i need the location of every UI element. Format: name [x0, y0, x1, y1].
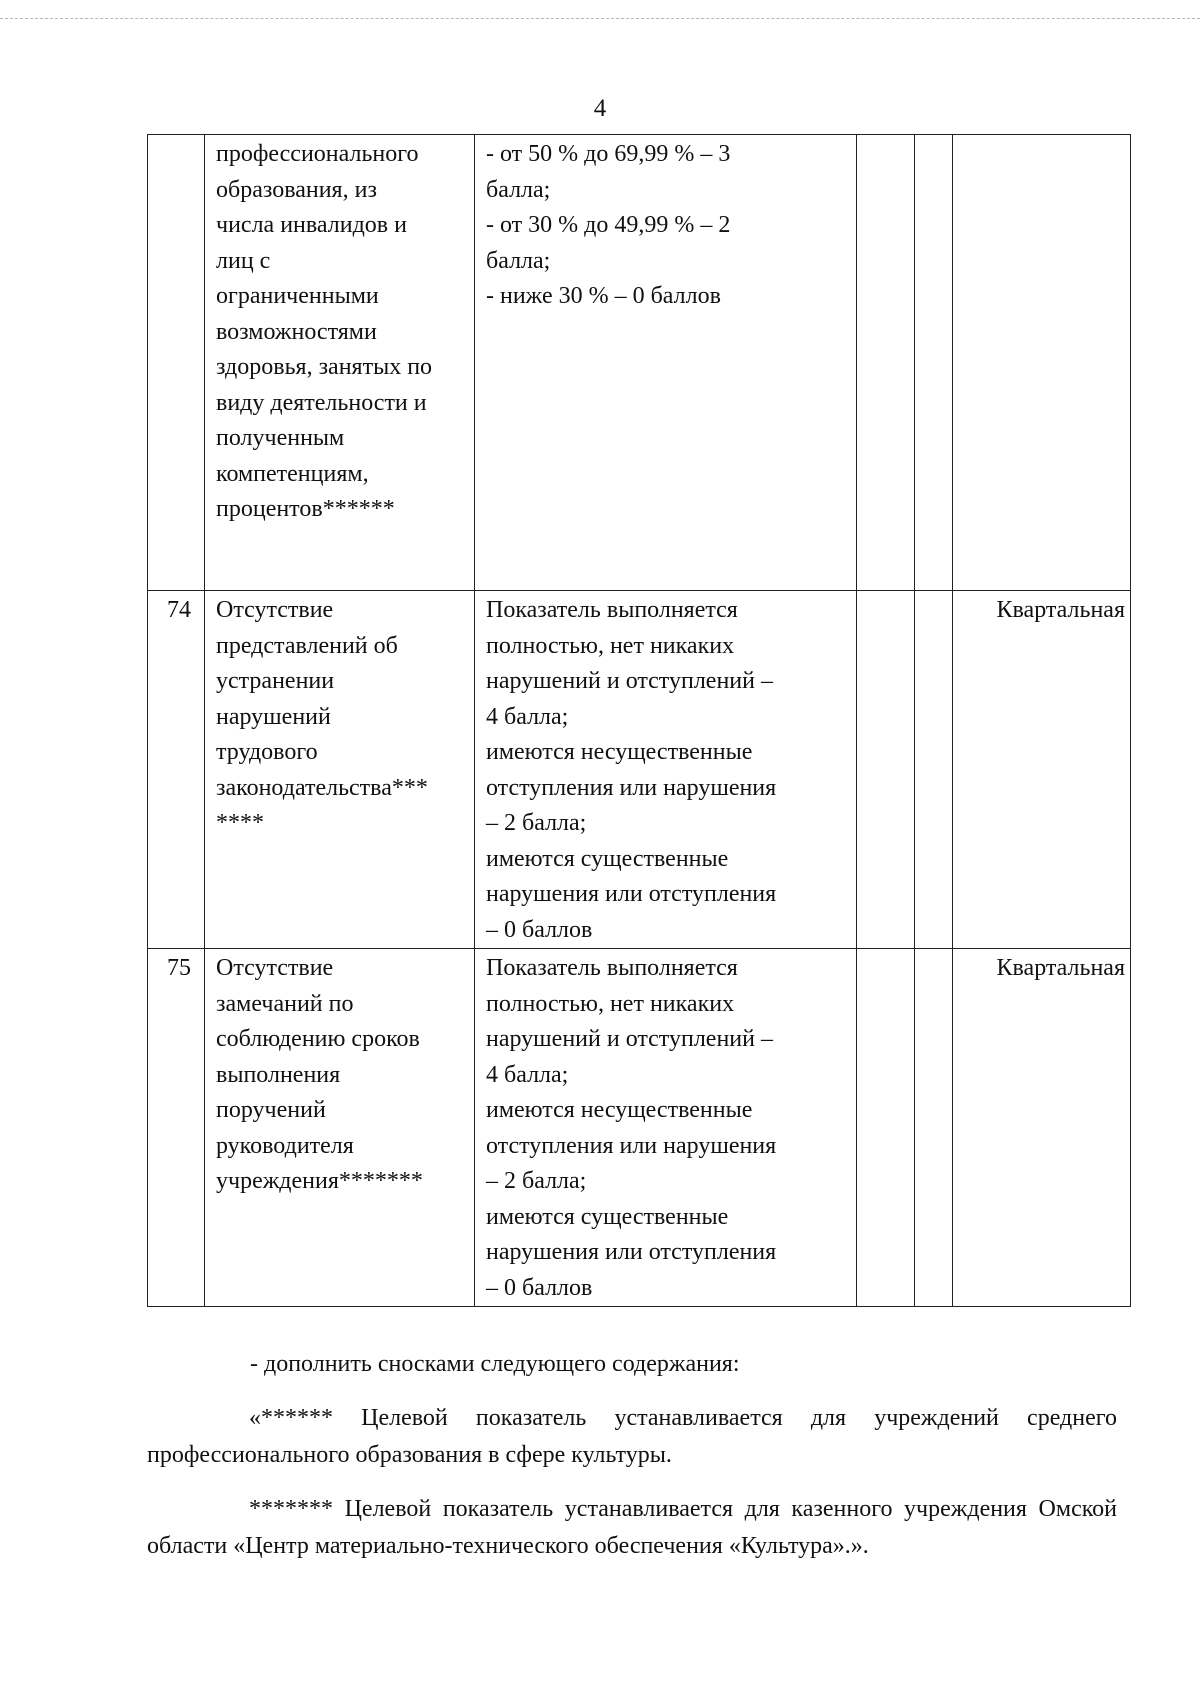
indicator-period: Квартальная — [953, 949, 1131, 1307]
indicator-period — [953, 135, 1131, 591]
scan-artifact-line — [0, 18, 1200, 19]
footnote-7: ******* Целевой показатель устанавливается для казенного учреждения Омской области «Центр материально-технического обеспечения «Культура».». — [147, 1496, 1117, 1559]
indicator-criteria: Показатель выполняется полностью, нет никаких нарушений и отступлений – 4 балла; имеются несущественные отступления или нарушения – 2 балла; имеются существенные нарушения или отступления – 0 баллов — [475, 949, 857, 1307]
indicator-table — [147, 134, 1131, 1307]
table-row — [148, 949, 1131, 1307]
indicator-criteria: Показатель выполняется полностью, нет никаких нарушений и отступлений – 4 балла; имеются несущественные отступления или нарушения – 2 балла; имеются существенные нарушения или отступления – 0 баллов — [475, 591, 857, 949]
row-number — [148, 135, 205, 591]
footnote-6: «****** Целевой показатель устанавливается для учреждений среднего профессионального образования в сфере культуры. — [147, 1405, 1117, 1468]
empty-cell — [915, 591, 953, 949]
indicator-name: профессионального образования, из числа инвалидов и лиц с ограниченными возможностями здоровья, занятых по виду деятельности и полученным компетенциям, процентов****** — [205, 135, 475, 591]
empty-cell — [857, 591, 915, 949]
footnotes-intro: - дополнить сносками следующего содержания: — [250, 1351, 740, 1377]
empty-cell — [915, 135, 953, 591]
empty-cell — [857, 135, 915, 591]
indicator-period: Квартальная — [953, 591, 1131, 949]
empty-cell — [915, 949, 953, 1307]
footnotes-block — [147, 1346, 1117, 1565]
row-number: 75 — [148, 949, 205, 1307]
table-row — [148, 591, 1131, 949]
indicator-criteria: - от 50 % до 69,99 % – 3 балла; - от 30 % до 49,99 % – 2 балла; - ниже 30 % – 0 баллов — [475, 135, 857, 591]
table-row — [148, 135, 1131, 591]
indicator-name: Отсутствие представлений об устранении нарушений трудового законодательства*** **** — [205, 591, 475, 949]
empty-cell — [857, 949, 915, 1307]
page-number: 4 — [593, 95, 607, 122]
indicator-name: Отсутствие замечаний по соблюдению сроков выполнения поручений руководителя учреждения******* — [205, 949, 475, 1307]
row-number: 74 — [148, 591, 205, 949]
